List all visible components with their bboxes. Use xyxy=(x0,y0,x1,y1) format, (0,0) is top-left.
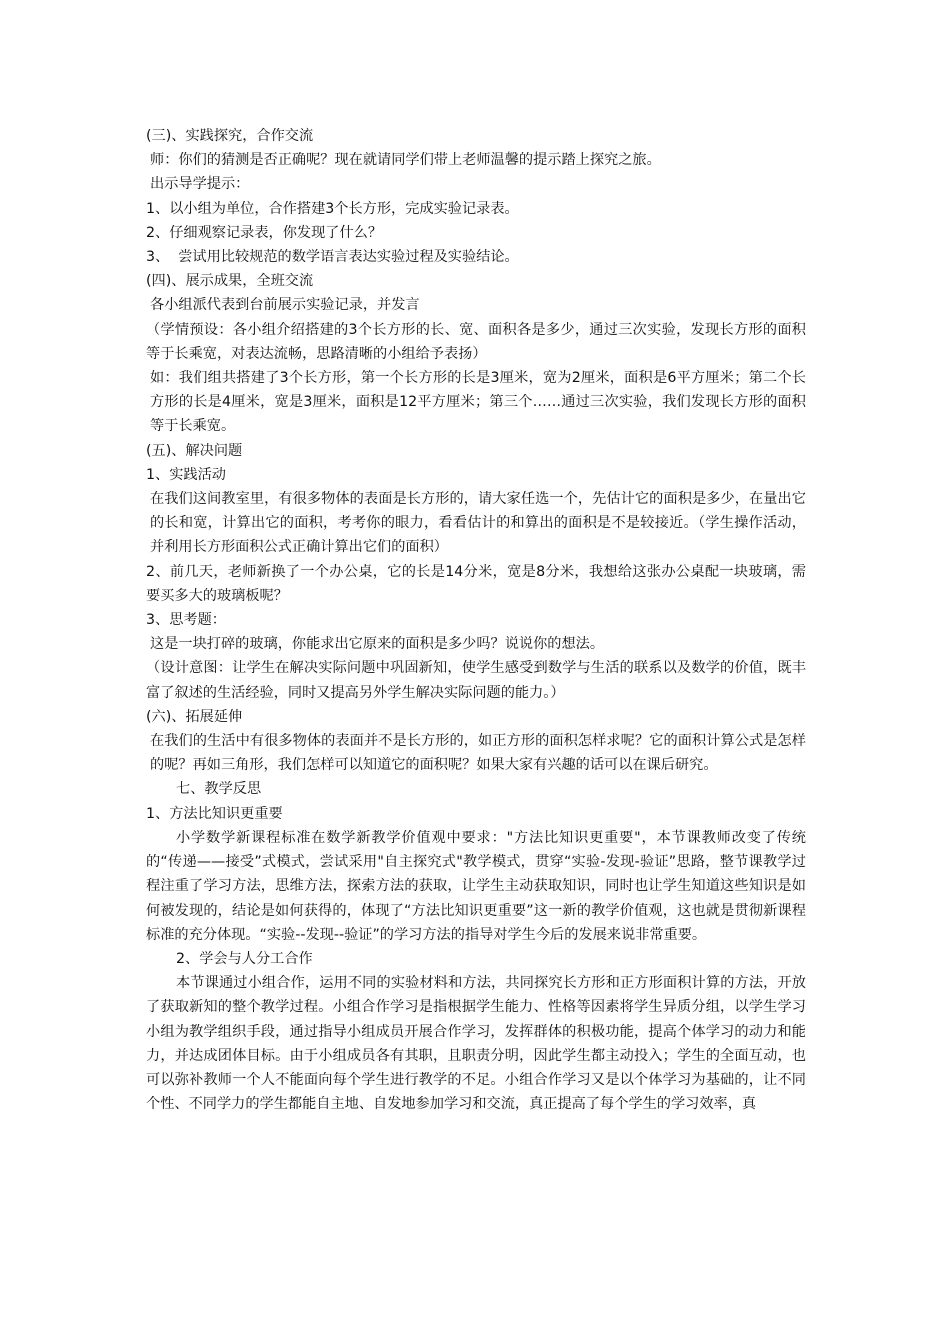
learning-preview: （学情预设：各小组介绍搭建的3个长方形的长、宽、面积各是多少，通过三次实验，发现长方形的面积等于长乘宽，对表达流畅，思路清晰的小组给予表扬） xyxy=(146,321,806,362)
reflection-2-title: 2、学会与人分工合作 xyxy=(176,950,313,967)
reflection-2-text: 本节课通过小组合作，运用不同的实验材料和方法，共同探究长方形和正方形面积计算的方法，开放了获取新知的整个教学过程。小组合作学习是指根据学生能力、性格等因素将学生异质分组，以学生学习小组为教学组织手段，通过指导小组成员开展合作学习，发挥群体的积极功能，提高个体学习的动力和能力，并达成团体目标。由于小组成员各有其职，且职责分明，因此学生都主动投入；学生的全面互动，也可以弥补教师一个人不能面向每个学生进行教学的不足。小组合作学习又是以个体学习为基础的，让不同个性、不同学力的学生都能自主地、自发地参加学习和交流，真正提高了每个学生的学习效率，真 xyxy=(146,975,806,1113)
reflection-1-text: 小学数学新课程标准在数学新教学价值观中要求："方法比知识更重要"，本节课教师改变了传统的“传递——接受”式模式，尝试采用"自主探究式"教学模式，贯穿“实验-发现-验证”思路，整节课教学过程注重了学习方法，思维方法，探索方法的获取，让学生主动获取知识，同时也让学生知道这些知识是如何被发现的，结论是如何获得的，体现了“方法比知识更重要”这一新的教学价值观，这也就是贯彻新课程标准的充分体现。“实验--发现--验证”的学习方法的指导对学生今后的发展来说非常重要。 xyxy=(146,829,806,943)
document-page xyxy=(146,124,806,1116)
section-heading-6: (六)、拓展延伸 xyxy=(146,708,243,725)
problem-2-text: 2、前几天，老师新换了一个办公桌，它的长是14分米，宽是8分米，我想给这张办公桌配一块玻璃，需要买多大的玻璃板呢？ xyxy=(146,563,806,604)
problem-1-title: 1、实践活动 xyxy=(146,466,226,483)
problem-3-title: 3、思考题： xyxy=(146,612,226,629)
example-paragraph: 如：我们组共搭建了3个长方形，第一个长方形的长是3厘米，宽为2厘米，面积是6平方厘米；第二个长方形的长是4厘米，宽是3厘米，面积是12平方厘米；第三个……通过三次实验，我们发现长方形的面积等于长乘宽。 xyxy=(150,370,806,435)
guide-item-2: 2、仔细观察记录表，你发现了什么？ xyxy=(146,224,383,241)
design-intent: （设计意图：让学生在解决实际问题中巩固新知，使学生感受到数学与生活的联系以及数学的价值，既丰富了叙述的生活经验，同时又提高另外学生解决实际问题的能力。） xyxy=(146,660,806,701)
extension-text: 在我们的生活中有很多物体的表面并不是长方形的，如正方形的面积怎样求呢？它的面积计算公式是怎样的呢？再如三角形，我们怎样可以知道它的面积呢？如果大家有兴趣的话可以在课后研究。 xyxy=(150,733,806,774)
section-heading-4: (四)、展示成果，全班交流 xyxy=(146,273,314,290)
section-heading-3: (三)、实践探究，合作交流 xyxy=(146,128,314,144)
guide-item-1: 1、以小组为单位，合作搭建3个长方形，完成实验记录表。 xyxy=(146,200,519,217)
problem-3-text: 这是一块打碎的玻璃，你能求出它原来的面积是多少吗？说说你的想法。 xyxy=(150,636,605,653)
problem-1-text: 在我们这间教室里，有很多物体的表面是长方形的，请大家任选一个，先估计它的面积是多少，在量出它的长和宽，计算出它的面积，考考你的眼力，看看估计的和算出的面积是不是较接近。（学生操作活动，并利用长方形面积公式正确计算出它们的面积） xyxy=(150,491,806,556)
guide-item-3: 3、 尝试用比较规范的数学语言表达实验过程及实验结论。 xyxy=(146,249,519,266)
reflection-1-title: 1、方法比知识更重要 xyxy=(146,805,283,822)
section-heading-7: 七、教学反思 xyxy=(176,781,262,798)
section-heading-5: (五)、解决问题 xyxy=(146,442,243,459)
teacher-line: 师：你们的猜测是否正确呢？现在就请同学们带上老师温馨的提示踏上探究之旅。 xyxy=(150,152,661,169)
guide-title: 出示导学提示： xyxy=(150,176,250,193)
group-report: 各小组派代表到台前展示实验记录，并发言 xyxy=(150,297,420,314)
